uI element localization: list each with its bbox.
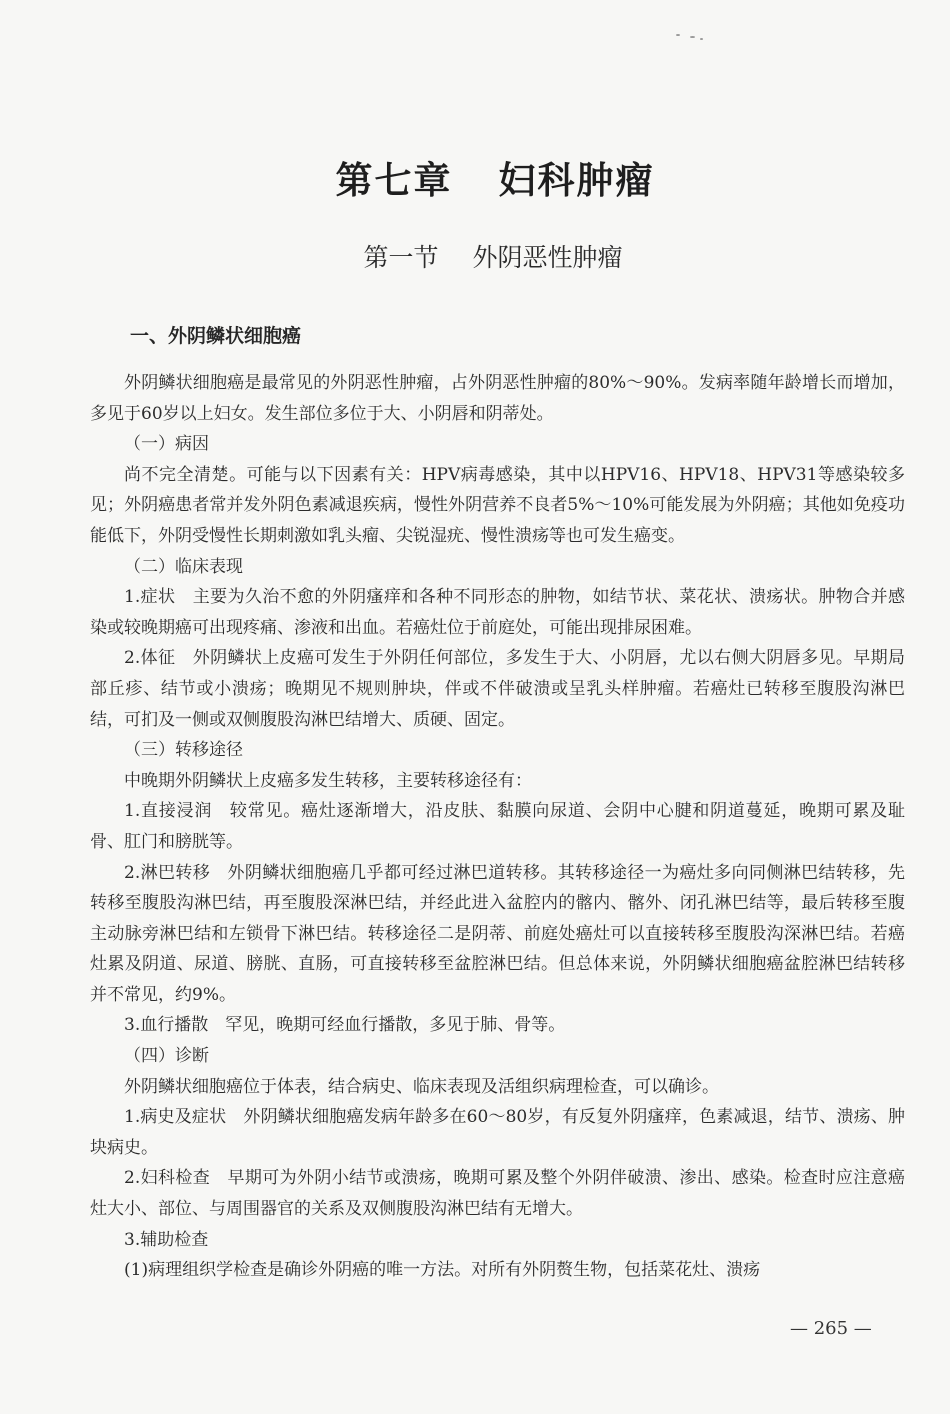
paragraph: 2.淋巴转移 外阴鳞状细胞癌几乎都可经过淋巴道转移。其转移途径一为癌灶多向同侧淋巴结转移，先转移至腹股沟淋巴结，再至腹股深淋巴结，并经此进入盆腔内的髂内、髂外、闭孔淋巴结等，最后转移至腹主动脉旁淋巴结和左锁骨下淋巴结。转移途径二是阴蒂、前庭处癌灶可以直接转移至腹股沟深淋巴结。若癌灶累及阴道、尿道、膀胱、直肠，可直接转移至盆腔淋巴结。但总体来说，外阴鳞状细胞癌盆腔淋巴结转移并不常见，约9%。 — [90, 862, 905, 1005]
scan-speck — [700, 38, 703, 40]
scan-speck — [676, 34, 680, 36]
section-number: 第一节 — [363, 243, 439, 272]
paragraph: 外阴鳞状细胞癌是最常见的外阴恶性肿瘤，占外阴恶性肿瘤的80%～90%。发病率随年龄增长而增加，多见于60岁以上妇女。发生部位多位于大、小阴唇和阴蒂处。 — [90, 373, 905, 424]
paragraph: 1.症状 主要为久治不愈的外阴瘙痒和各种不同形态的肿物，如结节状、菜花状、溃疡状。肿物合并感染或较晚期癌可出现疼痛、渗液和出血。若癌灶位于前庭处，可能出现排尿困难。 — [90, 587, 905, 638]
scan-speck — [690, 36, 695, 38]
section-name: 外阴恶性肿瘤 — [472, 243, 623, 272]
chapter-name: 妇科肿瘤 — [498, 159, 655, 202]
paragraph: 1.病史及症状 外阴鳞状细胞癌发病年龄多在60～80岁，有反复外阴瘙痒，色素减退，结节、溃疡、肿块病史。 — [90, 1107, 905, 1158]
paragraph: (1)病理组织学检查是确诊外阴癌的唯一方法。对所有外阴赘生物，包括菜花灶、溃疡 — [124, 1260, 761, 1281]
chapter-title — [0, 150, 950, 204]
paragraph: 尚不完全清楚。可能与以下因素有关：HPV病毒感染，其中以HPV16、HPV18、HPV31等感染较多见；外阴癌患者常并发外阴色素减退疾病，慢性外阴营养不良者5%～10%可能发展为外阴癌；其他如免疫功能低下，外阴受慢性长期刺激如乳头瘤、尖锐湿疣、慢性溃疡等也可发生癌变。 — [90, 464, 905, 546]
body-text — [90, 368, 905, 1286]
page-number: — 265 — — [790, 1318, 872, 1339]
subheading: 一、外阴鳞状细胞癌 — [130, 325, 302, 347]
paragraph: （四）诊断 — [124, 1046, 209, 1067]
paragraph: 1.直接浸润 较常见。癌灶逐渐增大，沿皮肤、黏膜向尿道、会阴中心腱和阴道蔓延，晚期可累及耻骨、肛门和膀胱等。 — [90, 801, 905, 852]
paragraph: （三）转移途径 — [124, 740, 243, 761]
chapter-number: 第七章 — [335, 159, 453, 202]
paragraph: 外阴鳞状细胞癌位于体表，结合病史、临床表现及活组织病理检查，可以确诊。 — [124, 1076, 719, 1097]
paragraph: 中晚期外阴鳞状上皮癌多发生转移，主要转移途径有： — [124, 770, 532, 791]
paragraph: （二）临床表现 — [124, 556, 243, 577]
paragraph: 3.血行播散 罕见，晚期可经血行播散，多见于肺、骨等。 — [124, 1015, 566, 1036]
paragraph: 2.体征 外阴鳞状上皮癌可发生于外阴任何部位，多发生于大、小阴唇，尤以右侧大阴唇多见。早期局部丘疹、结节或小溃疡；晚期见不规则肿块，伴或不伴破溃或呈乳头样肿瘤。若癌灶已转移至腹股沟淋巴结，可扪及一侧或双侧腹股沟淋巴结增大、质硬、固定。 — [90, 648, 905, 730]
paragraph: 3.辅助检查 — [124, 1229, 209, 1250]
paragraph: 2.妇科检查 早期可为外阴小结节或溃疡，晚期可累及整个外阴伴破溃、渗出、感染。检查时应注意癌灶大小、部位、与周围器官的关系及双侧腹股沟淋巴结有无增大。 — [90, 1168, 905, 1220]
section-title — [0, 238, 950, 274]
paragraph: （一）病因 — [124, 434, 209, 455]
